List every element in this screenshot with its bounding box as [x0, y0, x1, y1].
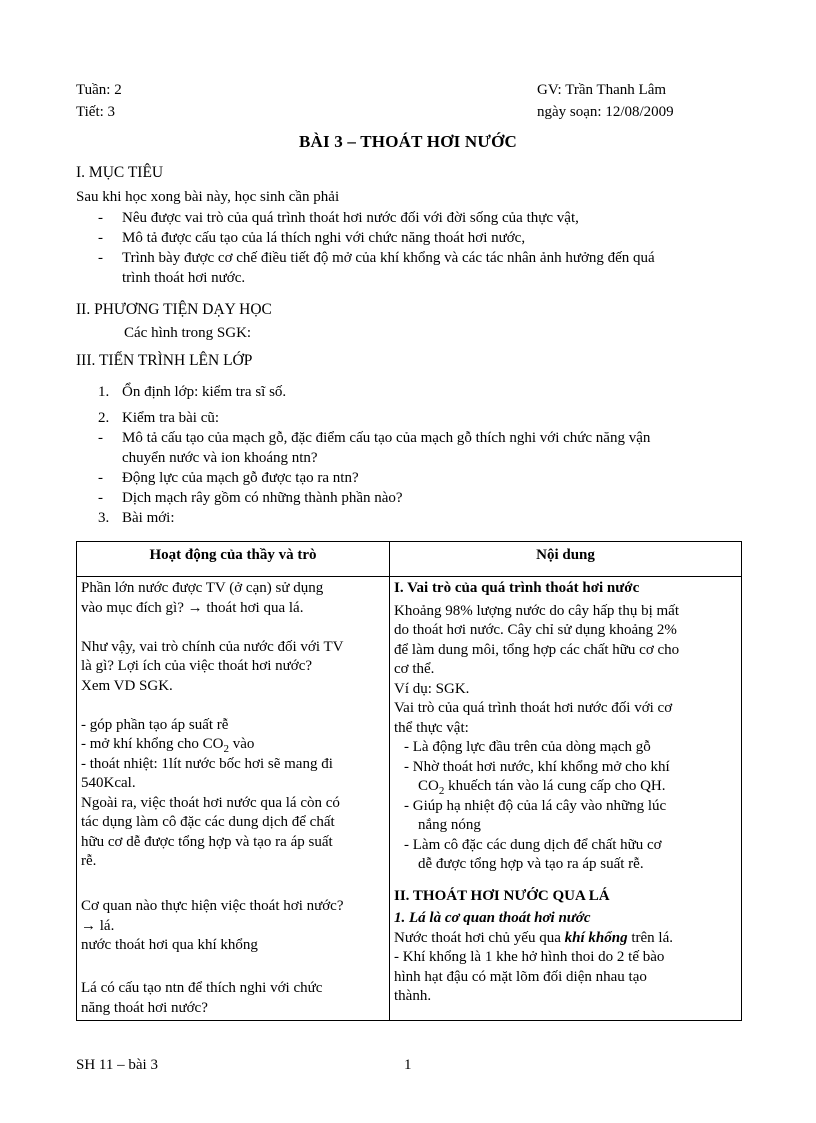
- content-cell: I. Vai trò của quá trình thoát hơi nước Khoảng 98% lượng nước do cây hấp thụ bị mất do thoát hơi nước. Cây chỉ sử dụng khoảng 2% để làm dung môi, tổng hợp các chất hữu cơ cho cơ thể. Ví dụ: SGK. Vai trò của quá trình thoát hơi nước đối với cơ thể thực vật: - Là động lực đầu trên của dòng mạch gỗ - Nhờ thoát hơi nước, khí khổng mở cho khí $CO_2$ khuếch tán vào lá cung cấp cho QH. - Giúp hạ nhiệt độ của lá cây vào những lúc nắng nóng - Làm cô đặc các dung dịch để chất hữu cơ dễ được tổng hợp và tạo ra áp suất rễ. II. THOÁT HƠI NƯỚC QUA LÁ 1. Lá là cơ quan thoát hơi nước Nước thoát hơi chủ yếu qua khí khổng trên lá. - Khí khổng là 1 khe hở hình thoi do 2 tế bào hình hạt đậu có mặt lõm đối diện nhau tạo thành.: [390, 577, 742, 1021]
- list-item: 3. Bài mới:: [98, 510, 175, 526]
- list-item: - Dịch mạch rây gồm có những thành phần nào?: [98, 490, 403, 506]
- list-item: - Mô tả cấu tạo của mạch gỗ, đặc điểm cấu tạo của mạch gỗ thích nghi với chức năng vận: [98, 430, 651, 446]
- content-heading-1: I. Vai trò của quá trình thoát hơi nước: [394, 580, 640, 596]
- list-item: 1. Ổn định lớp: kiểm tra sĩ số.: [98, 384, 287, 400]
- content-heading-3: 1. Lá là cơ quan thoát hơi nước: [394, 910, 591, 926]
- list-item: - Động lực của mạch gỗ được tạo ra ntn?: [98, 470, 359, 486]
- table-header-row: [77, 542, 742, 577]
- list-item: 2. Kiểm tra bài cũ:: [98, 410, 220, 426]
- column-header-activity: Hoạt động của thầy và trò: [77, 542, 390, 577]
- list-item: - Mô tả được cấu tạo của lá thích nghi với chức năng thoát hơi nước,: [98, 230, 526, 246]
- activity-cell: Phần lớn nước được TV (ở cạn) sử dụng vào mục đích gì? → thoát hơi qua lá. Như vậy, vai trò chính của nước đối với TV là gì? Lợi ích của việc thoát hơi nước? Xem VD SGK. - góp phần tạo áp suất rễ - mở khí khổng cho $CO_2$ vào - thoát nhiệt: 1lít nước bốc hơi sẽ mang đi 540Kcal. Ngoài ra, việc thoát hơi nước qua lá còn có tác dụng làm cô đặc các dung dịch để chất hữu cơ dễ được tổng hợp và tạo ra áp suất rễ. Cơ quan nào thực hiện việc thoát hơi nước? → lá. nước thoát hơi qua khí khổng Lá có cấu tạo ntn để thích nghi với chức năng thoát hơi nước?: [77, 577, 390, 1021]
- section1-heading: I. MỤC TIÊU: [76, 164, 164, 181]
- list-item: chuyển nước và ion khoáng ntn?: [122, 450, 318, 466]
- objectives-list: [76, 208, 776, 288]
- table-row: [77, 577, 742, 1021]
- section3-heading: III. TIẾN TRÌNH LÊN LỚP: [76, 352, 253, 369]
- content-heading-2: II. THOÁT HƠI NƯỚC QUA LÁ: [394, 887, 610, 904]
- lesson-table: [76, 541, 742, 1021]
- section2-heading: II. PHƯƠNG TIỆN DẠY HỌC: [76, 301, 272, 318]
- list-item: - Trình bày được cơ chế điều tiết độ mở của khí khổng và các tác nhân ảnh hưởng đến quá: [98, 250, 655, 266]
- page-number: 1: [404, 1057, 412, 1073]
- section1-intro: Sau khi học xong bài này, học sinh cần phải: [76, 189, 340, 205]
- list-item: trình thoát hơi nước.: [122, 270, 246, 286]
- list-item: - Nêu được vai trò của quá trình thoát hơi nước đối với đời sống của thực vật,: [98, 210, 579, 226]
- lesson-title: BÀI 3 – THOÁT HƠI NƯỚC: [298, 132, 518, 151]
- period-label: Tiết: 3: [76, 104, 116, 120]
- footer-lesson-label: SH 11 – bài 3: [76, 1057, 158, 1073]
- column-header-content: Nội dung: [390, 542, 742, 577]
- section2-content: Các hình trong SGK:: [124, 325, 252, 341]
- procedure-list: [76, 382, 776, 528]
- date-label: ngày soạn: 12/08/2009: [537, 104, 674, 120]
- week-label: Tuần: 2: [76, 82, 122, 98]
- teacher-label: GV: Trần Thanh Lâm: [537, 82, 667, 98]
